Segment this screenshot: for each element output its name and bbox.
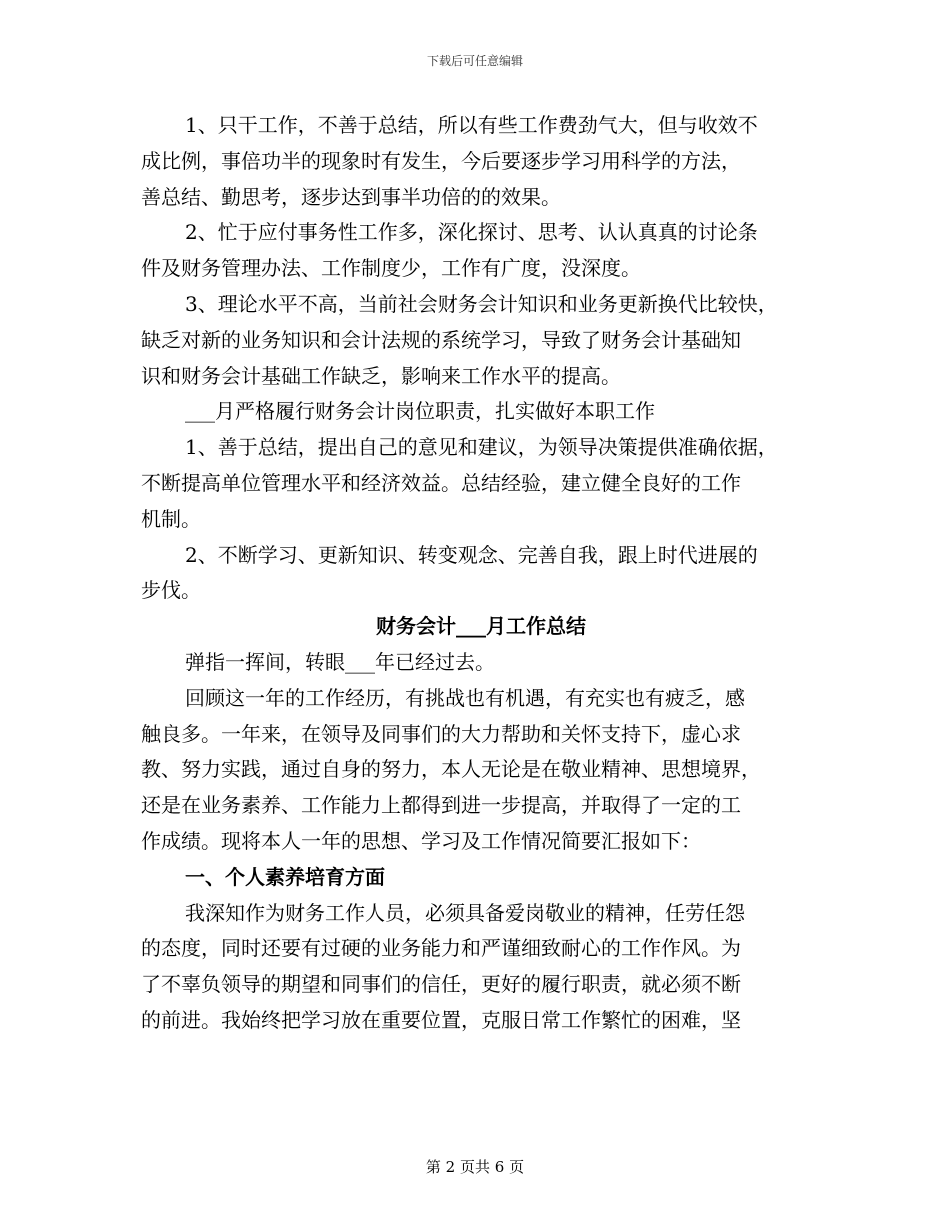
text-line: 3、理论水平不高，当前社会财务会计知识和业务更新换代比较快，	[185, 291, 778, 316]
text-line: 回顾这一年的工作经历，有挑战也有机遇，有充实也有疲乏，感	[185, 685, 745, 710]
text-line: 还是在业务素养、工作能力上都得到进一步提高，并取得了一定的工	[141, 793, 741, 818]
text-line: 2、不断学习、更新知识、转变观念、完善自我，跟上时代进展的	[185, 542, 758, 567]
text-line: 2、忙于应付事务性工作多，深化探讨、思考、认认真真的讨论条	[185, 220, 758, 245]
text-line: 不断提高单位管理水平和经济效益。总结经验，建立健全良好的工作	[141, 470, 741, 495]
text-line: 的前进。我始终把学习放在重要位置，克服日常工作繁忙的困难，坚	[141, 1007, 741, 1032]
text-line: 识和财务会计基础工作缺乏，影响来工作水平的提高。	[141, 363, 621, 388]
text-line: 步伐。	[141, 578, 201, 603]
text-line: 我深知作为财务工作人员，必须具备爱岗敬业的精神，任劳任怨	[185, 900, 745, 925]
text-line: 教、努力实践，通过自身的努力，本人无论是在敬业精神、思想境界，	[141, 757, 761, 782]
text-line: 1、只干工作，不善于总结，所以有些工作费劲气大，但与收效不	[185, 113, 758, 137]
text-line: ___月严格履行财务会计岗位职责，扎实做好本职工作	[185, 399, 655, 424]
text-line: 机制。	[141, 506, 201, 531]
text-line: 缺乏对新的业务知识和会计法规的系统学习，导致了财务会计基础知	[141, 327, 741, 352]
text-line: 1、善于总结，提出自己的意见和建议，为领导决策提供准确依据，	[185, 435, 778, 460]
text-line: 善总结、勤思考，逐步达到事半功倍的的效果。	[141, 184, 561, 209]
text-line: 的态度，同时还要有过硬的业务能力和严谨细致耐心的工作作风。为	[141, 936, 741, 961]
document-body	[141, 108, 821, 1039]
text-line: 弹指一挥间，转眼___年已经过去。	[185, 649, 495, 674]
section-title: 财务会计___月工作总结	[376, 614, 586, 639]
text-line: 件及财务管理办法、工作制度少，工作有广度，没深度。	[141, 256, 641, 281]
text-line: 触良多。一年来，在领导及同事们的大力帮助和关怀支持下，虚心求	[141, 721, 741, 746]
text-line: 了不辜负领导的期望和同事们的信任，更好的履行职责，就必须不断	[141, 972, 741, 997]
text-line: 成比例，事倍功半的现象时有发生，今后要逐步学习用科学的方法，	[141, 148, 741, 173]
page-footer: 第 2 页共 6 页	[425, 1158, 525, 1176]
subsection-heading: 一、个人素养培育方面	[185, 864, 385, 889]
text-line: 作成绩。现将本人一年的思想、学习及工作情况简要汇报如下：	[141, 828, 701, 853]
page-header: 下载后可任意编辑	[426, 54, 523, 68]
